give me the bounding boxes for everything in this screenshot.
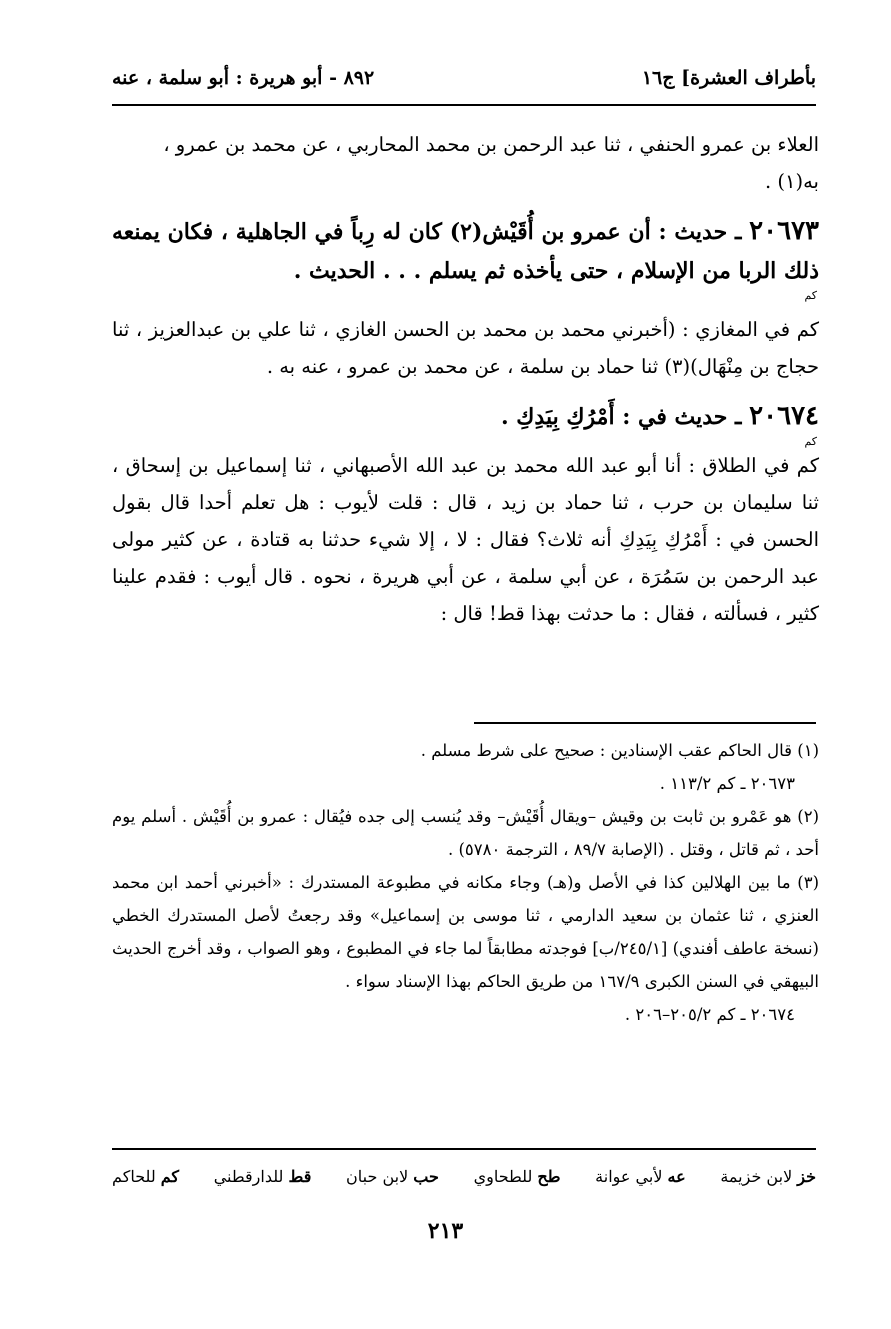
header-book-title: بأطراف العشرة] ج١٦	[641, 67, 816, 89]
hadith-20674-sigla: كم	[804, 435, 817, 448]
running-header	[112, 58, 816, 98]
hadith-text: ـ حديث في : أَمْرُكِ بِيَدِكِ .	[500, 404, 742, 430]
legend-item: كم للحاكم	[112, 1166, 180, 1186]
hadith-number: ٢٠٦٧٣	[749, 216, 819, 246]
legend-item: حب لابن حبان	[346, 1166, 439, 1186]
legend-item: قط للدارقطني	[213, 1166, 312, 1186]
header-divider	[112, 104, 816, 106]
header-section-title: ٨٩٢ - أبو هريرة : أبو سلمة ، عنه	[112, 67, 375, 89]
hadith-20673-title	[112, 212, 819, 291]
hadith-20673-source: كم في المغازي : (أخبرني محمد بن محمد بن الحسن الغازي ، ثنا علي بن عبدالعزيز ، ثنا حجاج بن مِنْهَال)(٣) ثنا حماد بن سلمة ، عن محمد بن عمرو ، عنه به .	[112, 318, 819, 378]
legend-item: طح للطحاوي	[473, 1166, 561, 1186]
hadith-number: ٢٠٦٧٤	[749, 401, 819, 431]
legend-divider	[112, 1148, 816, 1150]
legend-item: خز لابن خزيمة	[720, 1166, 816, 1186]
footnotes	[112, 734, 819, 1031]
legend-item: عه لأبي عوانة	[595, 1166, 686, 1186]
footnote-2: (٢) هو عَمْرو بن ثابت بن وقيش –ويقال أُقَيْش– وقد يُنسب إلى جده فيُقال : عمرو بن أُقَيْش . أسلم يوم أحد ، ثم قاتل ، وقتل . (الإصابة ٨٩/٧ ، الترجمة ٥٧٨٠) .	[112, 807, 819, 859]
abbreviation-legend	[112, 1158, 816, 1194]
hadith-20674-source: كم في الطلاق : أنا أبو عبد الله محمد بن عبد الله الأصبهاني ، ثنا إسماعيل بن إسحاق ، ثنا سليمان بن حرب ، ثنا حماد بن زيد ، قال : قلت لأيوب : هل تعلم أحدا قال بقول الحسن في : أَمْرُكِ بِيَدِكِ أنه ثلاث؟ فقال : لا ، إلا شيء حدثنا به قتادة ، عن كثير مولى عبد الرحمن بن سَمُرَة ، عن أبي سلمة ، عن أبي هريرة ، نحوه . قال أيوب : فقدم علينا كثير ، فسألته ، فقال : ما حدثت بهذا قط! قال :	[112, 454, 819, 625]
hadith-20674-title	[112, 397, 819, 437]
hadith-20673-sigla: كم	[804, 289, 817, 302]
reference-20673: ٢٠٦٧٣ ـ كم ١١٣/٢ .	[659, 774, 795, 793]
footnote-divider	[474, 722, 816, 724]
continuation-line-end: به(١) .	[765, 170, 819, 193]
continuation-line: العلاء بن عمرو الحنفي ، ثنا عبد الرحمن بن محمد المحاربي ، عن محمد بن عمرو ،	[163, 133, 819, 156]
footnote-1: (١) قال الحاكم عقب الإسنادين : صحيح على شرط مسلم .	[420, 741, 819, 760]
footnote-3: (٣) ما بين الهلالين كذا في الأصل و(هـ) وجاء مكانه في مطبوعة المستدرك : «أخبرني أحمد ابن محمد العنزي ، ثنا عثمان بن سعيد الدارمي ، ثنا موسى بن إسماعيل» وقد رجعتُ لأصل المستدرك الخطي (نسخة عاطف أفندي) [٢٤٥/١/ب] فوجدته مطابقاً لما جاء في المطبوع ، وهو الصواب ، وقد أخرج الحديث البيهقي في السنن الكبرى ١٦٧/٩ من طريق الحاكم بهذا الإسناد سواء .	[112, 873, 819, 991]
main-text	[112, 126, 819, 632]
hadith-text: ـ حديث : أن عمرو بن أُقَيْش(٢) كان له رِباً في الجاهلية ، فكان يمنعه ذلك الربا من الإسلام ، حتى يأخذه ثم يسلم . . . الحديث .	[112, 219, 819, 284]
page-number: ٢١٣	[427, 1218, 464, 1244]
reference-20674: ٢٠٦٧٤ ـ كم ٢٠٥/٢–٢٠٦ .	[624, 1005, 795, 1024]
